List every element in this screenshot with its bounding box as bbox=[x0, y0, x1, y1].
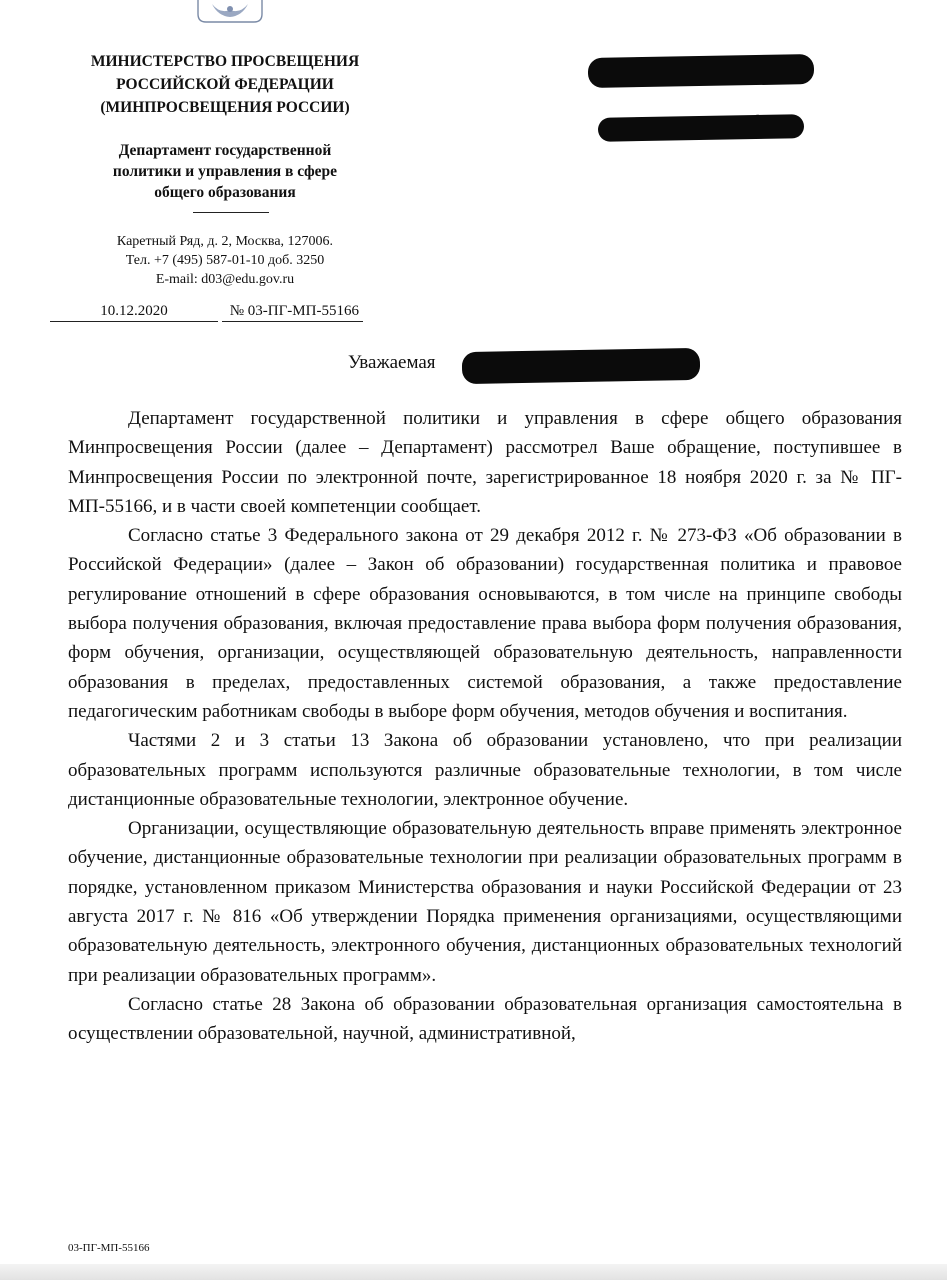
page-edge bbox=[0, 1264, 947, 1280]
phone-line: Тел. +7 (495) 587-01-10 доб. 3250 bbox=[125, 253, 325, 268]
address-block bbox=[60, 232, 390, 289]
department-line: политики и управления в сфере bbox=[112, 163, 338, 180]
letter-body bbox=[68, 404, 902, 1049]
department-header bbox=[60, 140, 390, 203]
department-line: Департамент государственной bbox=[118, 142, 332, 159]
redaction-mark bbox=[462, 348, 701, 384]
paragraph: Согласно статье 28 Закона об образовании образовательная организация самостоятельна в осуществлении образовательной, научной, административной, bbox=[68, 993, 902, 1045]
salutation: Уважаемая bbox=[348, 352, 436, 373]
address-line: Каретный Ряд, д. 2, Москва, 127006. bbox=[116, 234, 334, 249]
department-line: общего образования bbox=[154, 184, 296, 201]
footer-document-code: 03-ПГ-МП-55166 bbox=[68, 1242, 150, 1254]
date-number-line bbox=[50, 303, 363, 322]
ministry-line: (МИНПРОСВЕЩЕНИЯ РОССИИ) bbox=[100, 99, 350, 116]
divider bbox=[193, 212, 269, 213]
paragraph: Частями 2 и 3 статьи 13 Закона об образовании установлено, что при реализации образовательных программ используются различные образовательные технологии, в том числе дистанционные образовательные технологии, электронное обучение. bbox=[68, 730, 902, 810]
paragraph: Согласно статье 3 Федерального закона от 29 декабря 2012 г. № 273-ФЗ «Об образовании в Российской Федерации» (далее – Закон об образовании) государственная политика и правовое регулирование отношений в сфере образования основываются, в том числе на принципе свободы выбора получения образования, включая предоставление права выбора форм получения образования, форм обучения, организации, осуществляющей образовательную деятельность, направленности образования в пределах, предоставленных системой образования, а также предоставление педагогическим работникам свободы в выборе форм обучения, методов обучения и воспитания. bbox=[68, 525, 902, 722]
ministry-header bbox=[60, 50, 390, 119]
paragraph: Департамент государственной политики и управления в сфере общего образования Минпросвещения России (далее – Департамент) рассмотрел Ваше обращение, поступившее в Минпросвещения России по электронной почте, зарегистрированное 18 ноября 2020 г. за № ПГ-МП-55166, и в части своей компетенции сообщает. bbox=[68, 408, 902, 517]
letter-number: № 03-ПГ-МП-55166 bbox=[222, 303, 363, 322]
email-line: E-mail: d03@edu.gov.ru bbox=[155, 272, 295, 287]
ministry-line: МИНИСТЕРСТВО ПРОСВЕЩЕНИЯ bbox=[90, 53, 360, 70]
ministry-line: РОССИЙСКОЙ ФЕДЕРАЦИИ bbox=[116, 76, 334, 93]
redaction-mark bbox=[598, 114, 804, 142]
paragraph: Организации, осуществляющие образовательную деятельность вправе применять электронное обучение, дистанционные образовательные технологии при реализации образовательных программ в порядке, установленном приказом Министерства образования и науки Российской Федерации от 23 августа 2017 г. № 816 «Об утверждении Порядка применения организациями, осуществляющими образовательную деятельность, электронного обучения, дистанционных образовательных технологий при реализации образовательных программ». bbox=[68, 818, 902, 986]
redaction-mark bbox=[588, 54, 814, 88]
coat-of-arms-icon bbox=[190, 0, 270, 24]
letter-date: 10.12.2020 bbox=[50, 303, 218, 322]
